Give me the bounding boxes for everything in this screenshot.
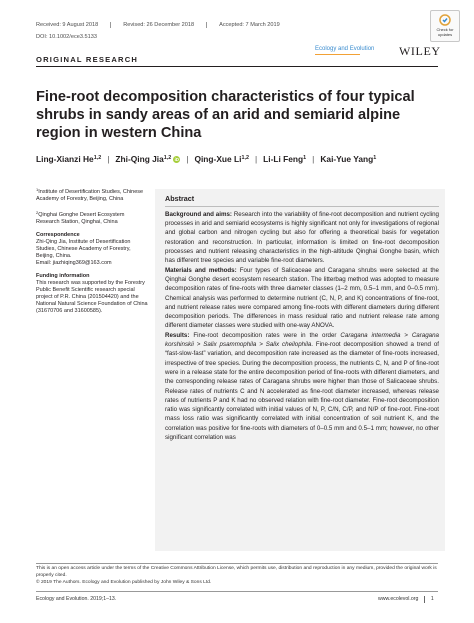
license-footnote (36, 566, 438, 586)
journal-logo[interactable]: Ecology and Evolution (315, 46, 375, 52)
copyright-text: © 2019 The Authors. Ecology and Evolution published by John Wiley & Sons Ltd. (36, 579, 212, 585)
author-separator: | (254, 154, 258, 164)
author-separator: | (186, 154, 189, 164)
correspondence-email[interactable]: Email: jiazhiqing369@163.com (36, 260, 112, 266)
journal-logo-underline (315, 54, 360, 55)
funding-text: This research was supported by the Forestry Public Benefit Scientific research special project of P.R. China (201504420) and the National Natural Science Foundation of China (31670706 and 31600585). (36, 280, 148, 314)
journal-citation: Ecology and Evolution. 2019;1–13. (36, 596, 117, 602)
received-date: Received: 9 August 2018 (36, 22, 99, 28)
check-for-updates-button[interactable] (430, 10, 460, 42)
orcid-icon[interactable]: iD (174, 157, 179, 162)
correspondence-text: Zhi-Qing Jia, Institute of Desertification Studies, Chinese Academy of Forestry, Beijing, China. Email: jiazhiqing369@163.com (36, 239, 131, 266)
author-separator: | (107, 154, 110, 164)
abstract-heading: Abstract (165, 194, 195, 203)
license-text: This is an open access article under the terms of the Creative Commons Attribution License, which permits use, distribution and reproduction in any medium, provided the original work is properly cited. (36, 566, 437, 578)
correspondence-heading: Correspondence (36, 232, 80, 238)
author-name[interactable]: Li-Li Feng$^1$ (263, 154, 307, 164)
footnote-divider (36, 563, 438, 564)
author-name[interactable]: Zhi-Qing Jia$^{1,2}$ iD (115, 154, 179, 164)
section-divider (36, 66, 438, 67)
revised-date: Revised: 26 December 2018 (110, 22, 194, 28)
section-label: ORIGINAL RESEARCH (36, 55, 139, 64)
footer-separator (424, 596, 425, 603)
abstract-background: Background and aims: Research into the variability of fine-root decomposition and nutrient cycling processes in arid and semiarid ecosystems is highly significant not only for investigations of regional and global carbon and nitrogen cycling but also for offering a theoretical basis for vegetation restoration and reconstruction. In particular, information is limited on fine-root decomposition processes and nutrient releasing characteristics in the high-altitude Qinghai Gonghe basin, which has different tree species and variable fine-root diameters. (165, 210, 439, 265)
article-title: Fine-root decomposition characteristics of four typical shrubs in sandy areas of an arid and semiarid alpine region in western China (36, 89, 415, 141)
abstract-box (155, 189, 445, 551)
affiliation: $^2$Qinghai Gonghe Desert Ecosystem Research Station, Qinghai, China (36, 210, 125, 225)
page-footer (378, 596, 434, 603)
article-sidebar (36, 186, 148, 321)
author-separator: | (312, 154, 315, 164)
accepted-date: Accepted: 7 March 2019 (206, 22, 280, 28)
funding-heading: Funding information (36, 273, 90, 279)
author-list (36, 154, 446, 164)
abstract-results: Results: Fine-root decomposition rates were in the order Caragana intermedia > Caragana korshinskii > Salix psammophila > Salix cheilophila. Fine-root decomposition showed a trend of “fast-slow-fast” variation, and decomposition rate increased as the diameter of fine-roots increased, irrespective of tree species. During the decomposition process, the nutrients C, N, and P of fine-root were in a release state for the entire decomposition period of fine-roots with different diameters, and the corresponding release rates of Caragana shrubs were higher than those of Salicaceae shrubs. Release rates of nutrients C and N accelerated as fine-root diameter increased, whereas release rates of nutrients P and K had no observed relation with fine-root diameter. Fine-root decomposition ratio was significantly correlated with initial values of N, P, C/N, C/P, and N/P of fine-root. Fine-root mass loss ratio was significantly correlated with initial concentration of soil nutrient K, and the correlation was positive for fine-roots with diameters of 0–0.5 mm and 0.5–1 mm; however, no other significant correlation was (165, 331, 439, 442)
updates-icon (439, 14, 451, 26)
author-name[interactable]: Qing-Xue Li$^{1,2}$ (194, 154, 249, 164)
author-name[interactable]: Ling-Xianzi He$^{1,2}$ (36, 154, 102, 164)
abstract-divider (165, 206, 439, 207)
author-name[interactable]: Kai-Yue Yang$^1$ (320, 154, 377, 164)
abstract-methods: Materials and methods: Four types of Salicaceae and Caragana shrubs were selected at the Qinghai Gonghe desert ecosystem research station. The litterbag method was adopted to measure decomposition rates of fine-roots with three diameter classes (1–2 mm, 0.5–1 mm, and 0–0.5 mm). Chemical analysis was performed to determine nutrient (C, N, P, and K) concentrations of fine-root, and nutrient release rates were compared among fine-roots with different diameters during different decomposition periods. The differences in mass residual ratio and nutrient release rate among different diameter classes were studied with one-way ANOVA. (165, 266, 439, 330)
journal-url[interactable]: www.ecolevol.org (378, 596, 419, 602)
affiliation: $^1$Institute of Desertification Studies, Chinese Academy of Forestry, Beijing, China (36, 187, 144, 202)
publisher-logo[interactable]: WILEY (399, 44, 441, 58)
article-history (36, 22, 280, 28)
footer-divider (36, 591, 438, 592)
page-number: 1 (430, 596, 434, 602)
doi-link[interactable]: DOI: 10.1002/ece3.5133 (36, 34, 97, 40)
updates-label: Check for updates (436, 27, 454, 37)
